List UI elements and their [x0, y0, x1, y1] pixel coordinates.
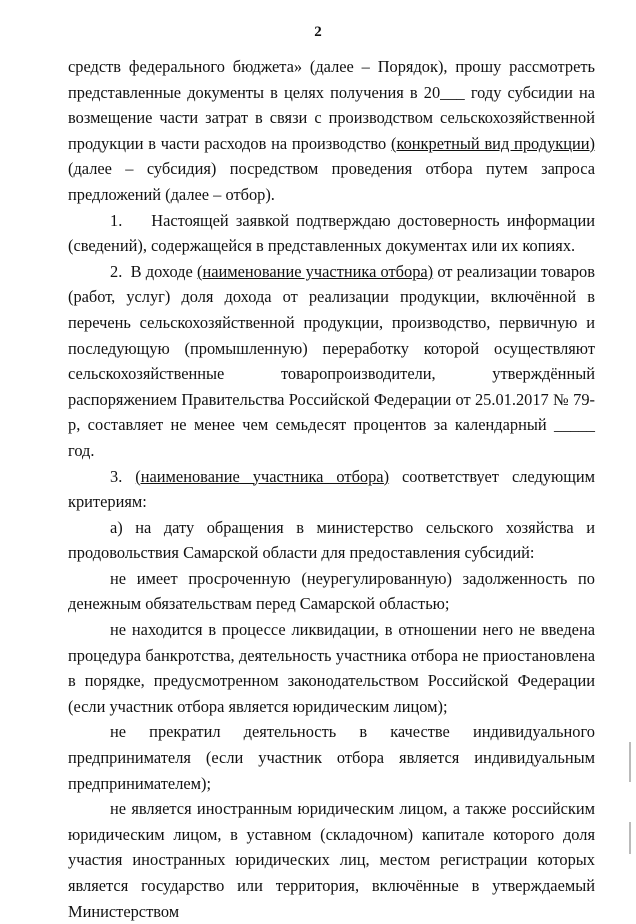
paragraph-text: 1. Настоящей заявкой подтверждаю достоверность информации (сведений), содержащейся в представленных документах или их копиях.: [68, 210, 595, 256]
paragraph: [68, 719, 595, 796]
paragraph-text: (далее – субсидия) посредством проведения отбора путем запроса предложений (далее – отбор).: [68, 159, 595, 204]
document-body: [68, 54, 595, 924]
paragraph: [68, 259, 595, 464]
paragraph-text: соответствует следующим критериям:: [68, 466, 595, 512]
underlined-placeholder: (наименование участника отбора): [135, 466, 390, 486]
page-number: 2: [314, 24, 322, 40]
paragraph-text: от реализации товаров (работ, услуг) доля дохода от реализации продукции, включённой в перечень сельскохозяйственной продукции, производство, первичную и последующую (промышленную) переработку которой осуществляют сельскохозяйственные товаропроизводители, утверждённый распоряжением Правительства Российской Федерации от 25.01.2017 № 79-р, составляет не менее чем семьдесят процентов за календарный _____ год.: [68, 261, 595, 460]
paragraph: [68, 54, 595, 208]
paragraph: [68, 515, 595, 566]
paragraph-text: не имеет просроченную (неурегулированную) задолженность по денежным обязательствам перед Самарской областью;: [68, 568, 595, 614]
paragraph-text: 2. В доходе: [110, 261, 197, 281]
paragraph-text: не прекратил деятельность в качестве индивидуального предпринимателя (если участник отбора является индивидуальным предпринимателем);: [68, 722, 595, 793]
paragraph: [68, 566, 595, 617]
paragraph-text: 3.: [110, 466, 136, 486]
scan-edge-mark: [629, 742, 631, 782]
paragraph-text: не находится в процессе ликвидации, в отношении него не введена процедура банкротства, деятельность участника отбора не приостановлена в порядке, предусмотренном законодательством Российской Федерации (если участник отбора является юридическим лицом);: [68, 620, 595, 716]
paragraph: [68, 617, 595, 719]
underlined-placeholder: (наименование участника отбора): [196, 261, 434, 281]
underlined-placeholder: (конкретный вид продукции): [390, 133, 596, 153]
paragraph-text: а) на дату обращения в министерство сельского хозяйства и продовольствия Самарской области для предоставления субсидий:: [68, 517, 595, 563]
paragraph-text: не является иностранным юридическим лицом, а также российским юридическим лицом, в уставном (складочном) капитале которого доля участия иностранных юридических лиц, местом регистрации которых является государство или территория, включённые в утверждаемый Министерством: [68, 799, 595, 921]
paragraph: [68, 464, 595, 515]
paragraph: [68, 208, 595, 259]
paragraph-text: средств федерального бюджета» (далее – Порядок), прошу рассмотреть представленные документы в целях получения в 20___ году субсидии на возмещение части затрат в связи с производством сельскохозяйственной продукции в части расходов на производство: [68, 57, 595, 153]
scan-edge-mark: [629, 822, 631, 854]
